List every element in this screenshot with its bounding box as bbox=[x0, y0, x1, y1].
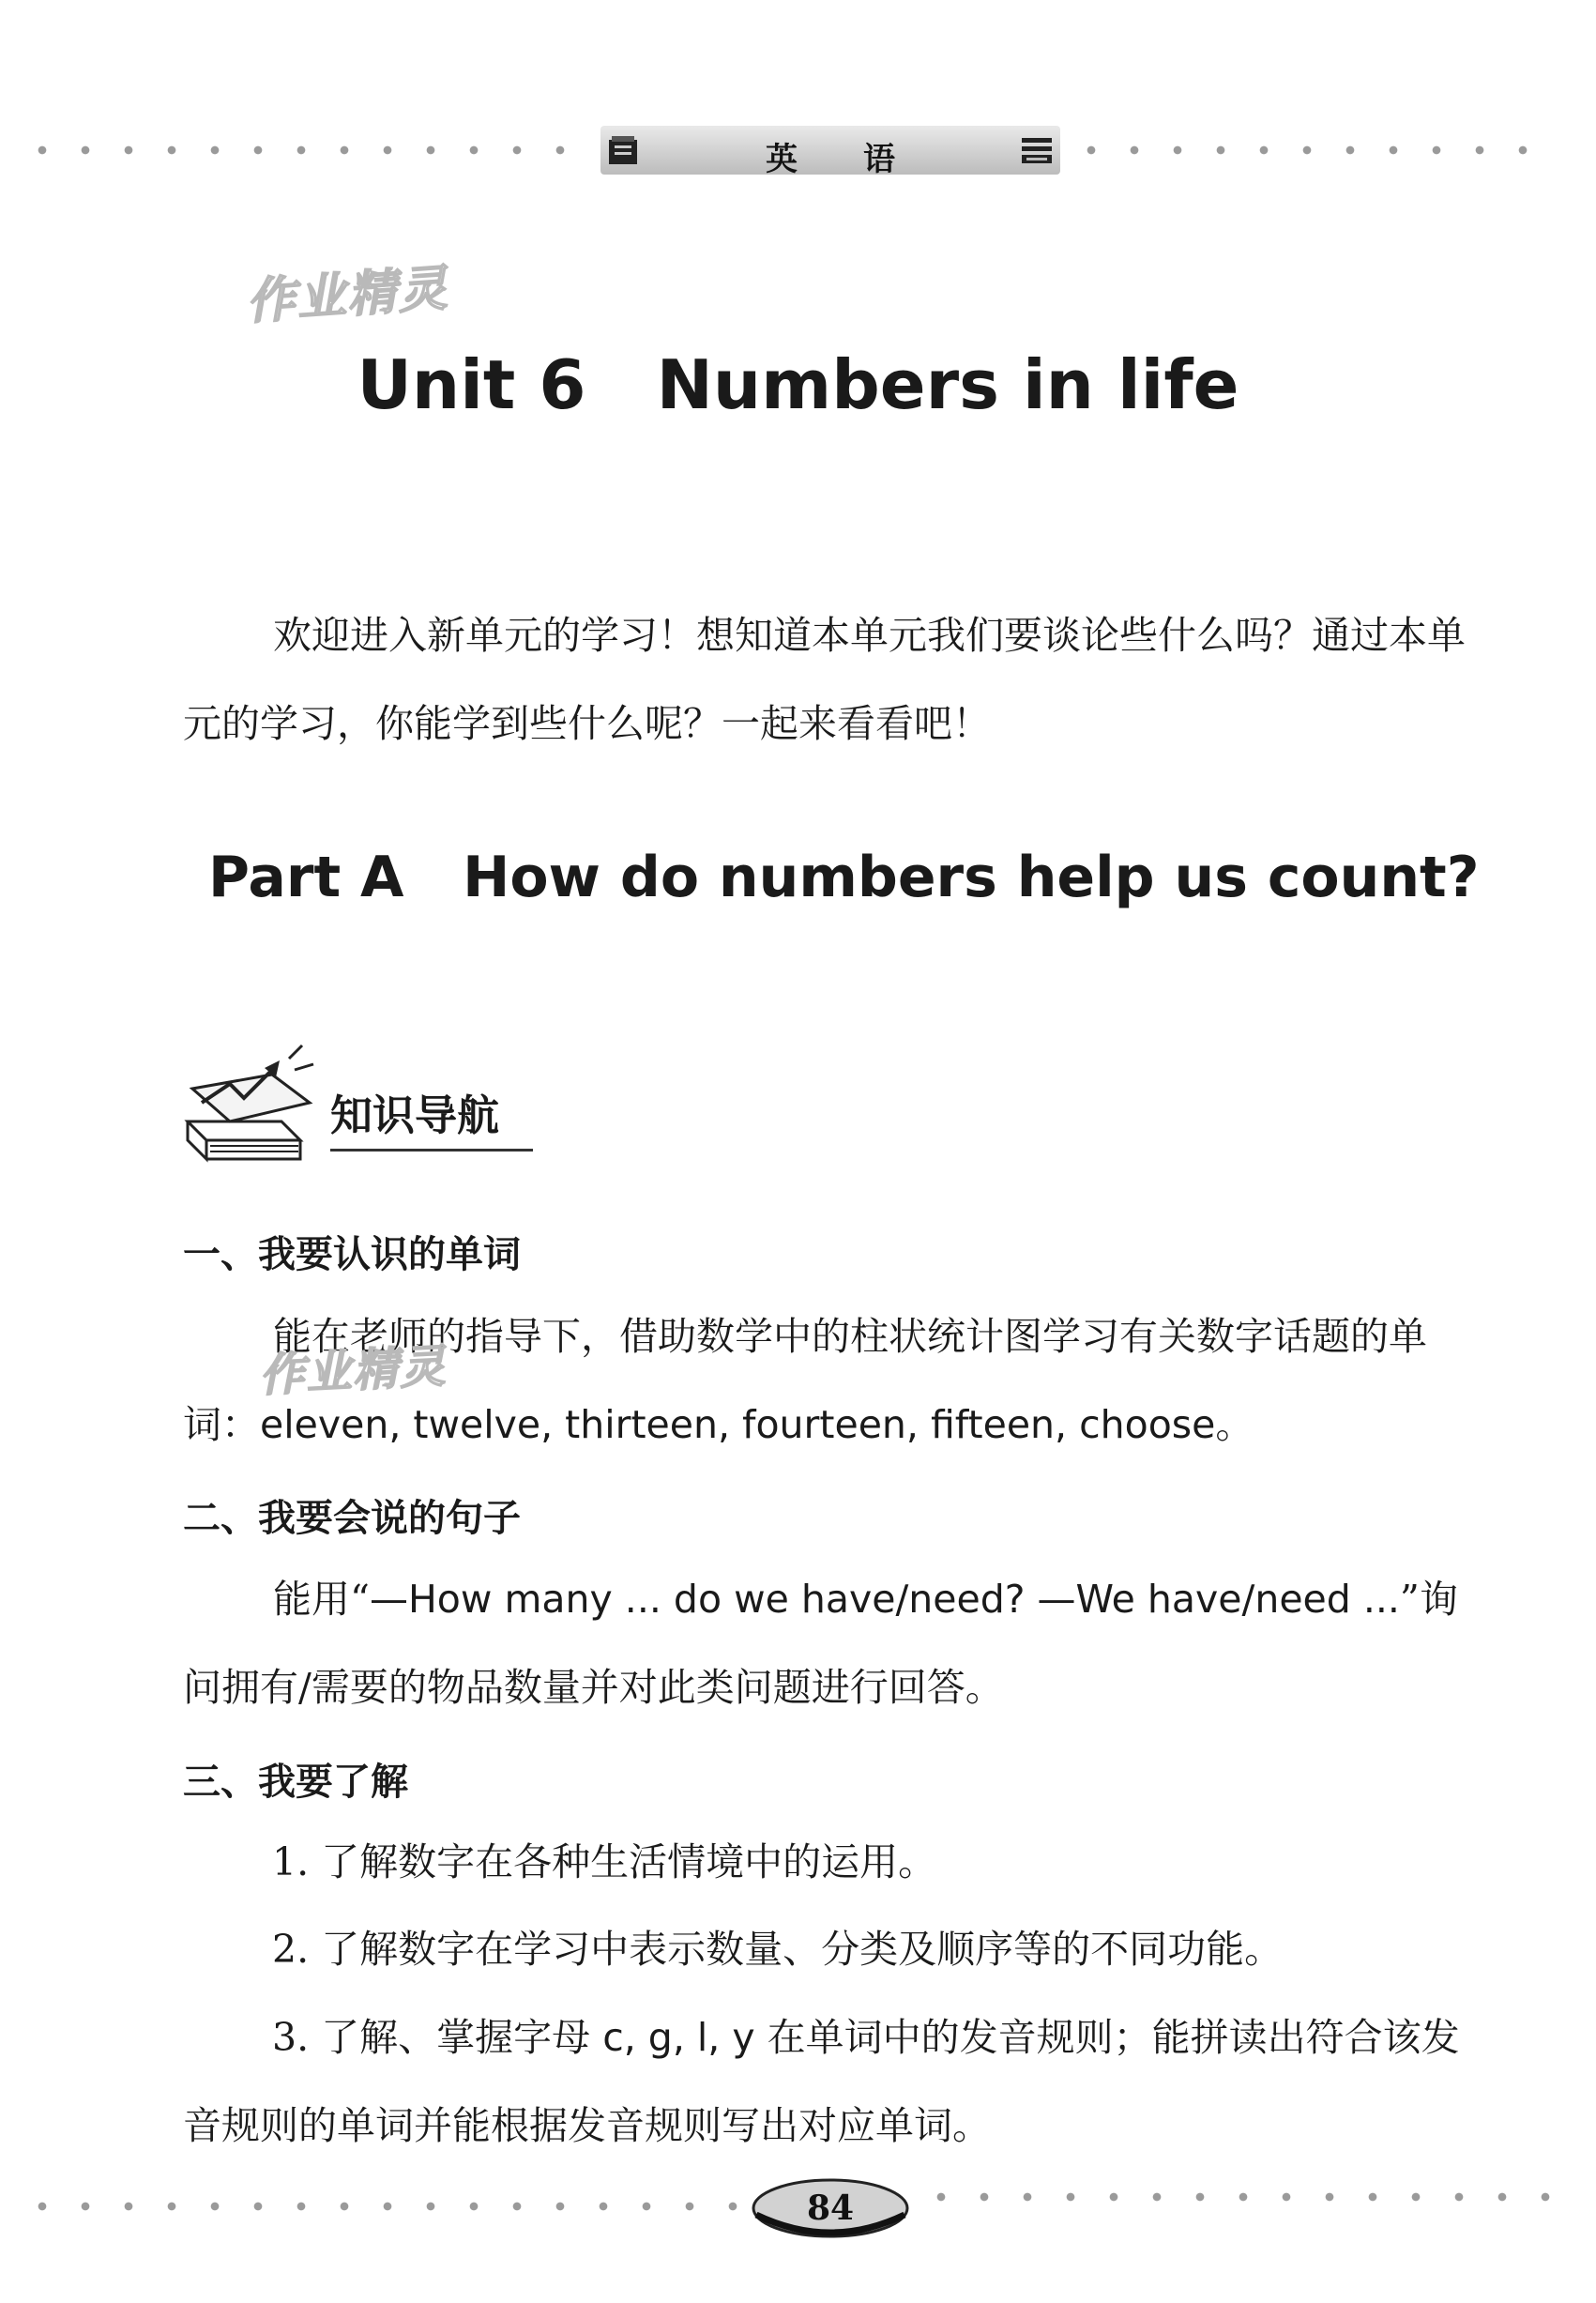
nav-title-underline bbox=[330, 1149, 533, 1152]
section2-text bbox=[183, 1555, 1478, 1731]
watermark: 作业精灵 bbox=[244, 260, 451, 331]
section1-heading: 一、我要认识的单词 bbox=[183, 1233, 521, 1276]
section3-item-3 bbox=[183, 1993, 1482, 2170]
part-title: Part A How do numbers help us count? bbox=[208, 845, 1480, 910]
page-number-badge bbox=[751, 2175, 910, 2241]
nav-section-title: 知识导航 bbox=[330, 1090, 500, 1140]
section1-text-prefix: 能在老师的指导下，借助数学中的柱状统计图学习有关数字话题的单词： bbox=[183, 1314, 1427, 1447]
footer-dots-right bbox=[920, 2192, 1558, 2202]
section3-item3-letters: c, g, l, y bbox=[602, 2015, 755, 2060]
footer-dots-left bbox=[21, 2202, 743, 2211]
subject-label: 英语 bbox=[766, 141, 961, 178]
section3-item3-suffix: 在单词中的发音规则；能拼读出符合该发音规则的单词并能根据发音规则写出对应单词。 bbox=[183, 2015, 1460, 2148]
section2-sentence: —How many ... do we have/need? —We have/need ... bbox=[369, 1577, 1400, 1622]
watermark: 作业精灵 bbox=[257, 1339, 448, 1403]
section2-heading: 二、我要会说的句子 bbox=[183, 1497, 521, 1540]
book-icon bbox=[1019, 132, 1055, 168]
section3-item-1: 1. 了解数字在各种生活情境中的运用。 bbox=[272, 1839, 937, 1884]
intro-paragraph: 欢迎进入新单元的学习！想知道本单元我们要谈论些什么吗？通过本单元的学习，你能学到些什么呢？一起来看看吧！ bbox=[183, 613, 1466, 746]
page-number: 84 bbox=[806, 2189, 855, 2228]
section1-words: eleven, twelve, thirteen, fourteen, fifteen, choose bbox=[260, 1402, 1216, 1447]
section1-text-suffix: 。 bbox=[1215, 1402, 1254, 1447]
section2-text-prefix: 能用“ bbox=[273, 1577, 370, 1622]
section2-text-suffix: ”询问拥有/需要的物品数量并对此类问题进行回答。 bbox=[183, 1577, 1458, 1710]
subject-banner bbox=[600, 126, 1060, 178]
section3-item3-prefix: 3. 了解、掌握字母 bbox=[272, 2015, 591, 2060]
chart-papers-icon bbox=[178, 1032, 328, 1182]
section3-heading: 三、我要了解 bbox=[183, 1761, 408, 1804]
section3-item-2: 2. 了解数字在学习中表示数量、分类及顺序等的不同功能。 bbox=[272, 1927, 1284, 1972]
header-dots-right bbox=[1070, 145, 1558, 155]
header-dots-left bbox=[21, 145, 593, 155]
unit-title: Unit 6 Numbers in life bbox=[357, 345, 1239, 424]
